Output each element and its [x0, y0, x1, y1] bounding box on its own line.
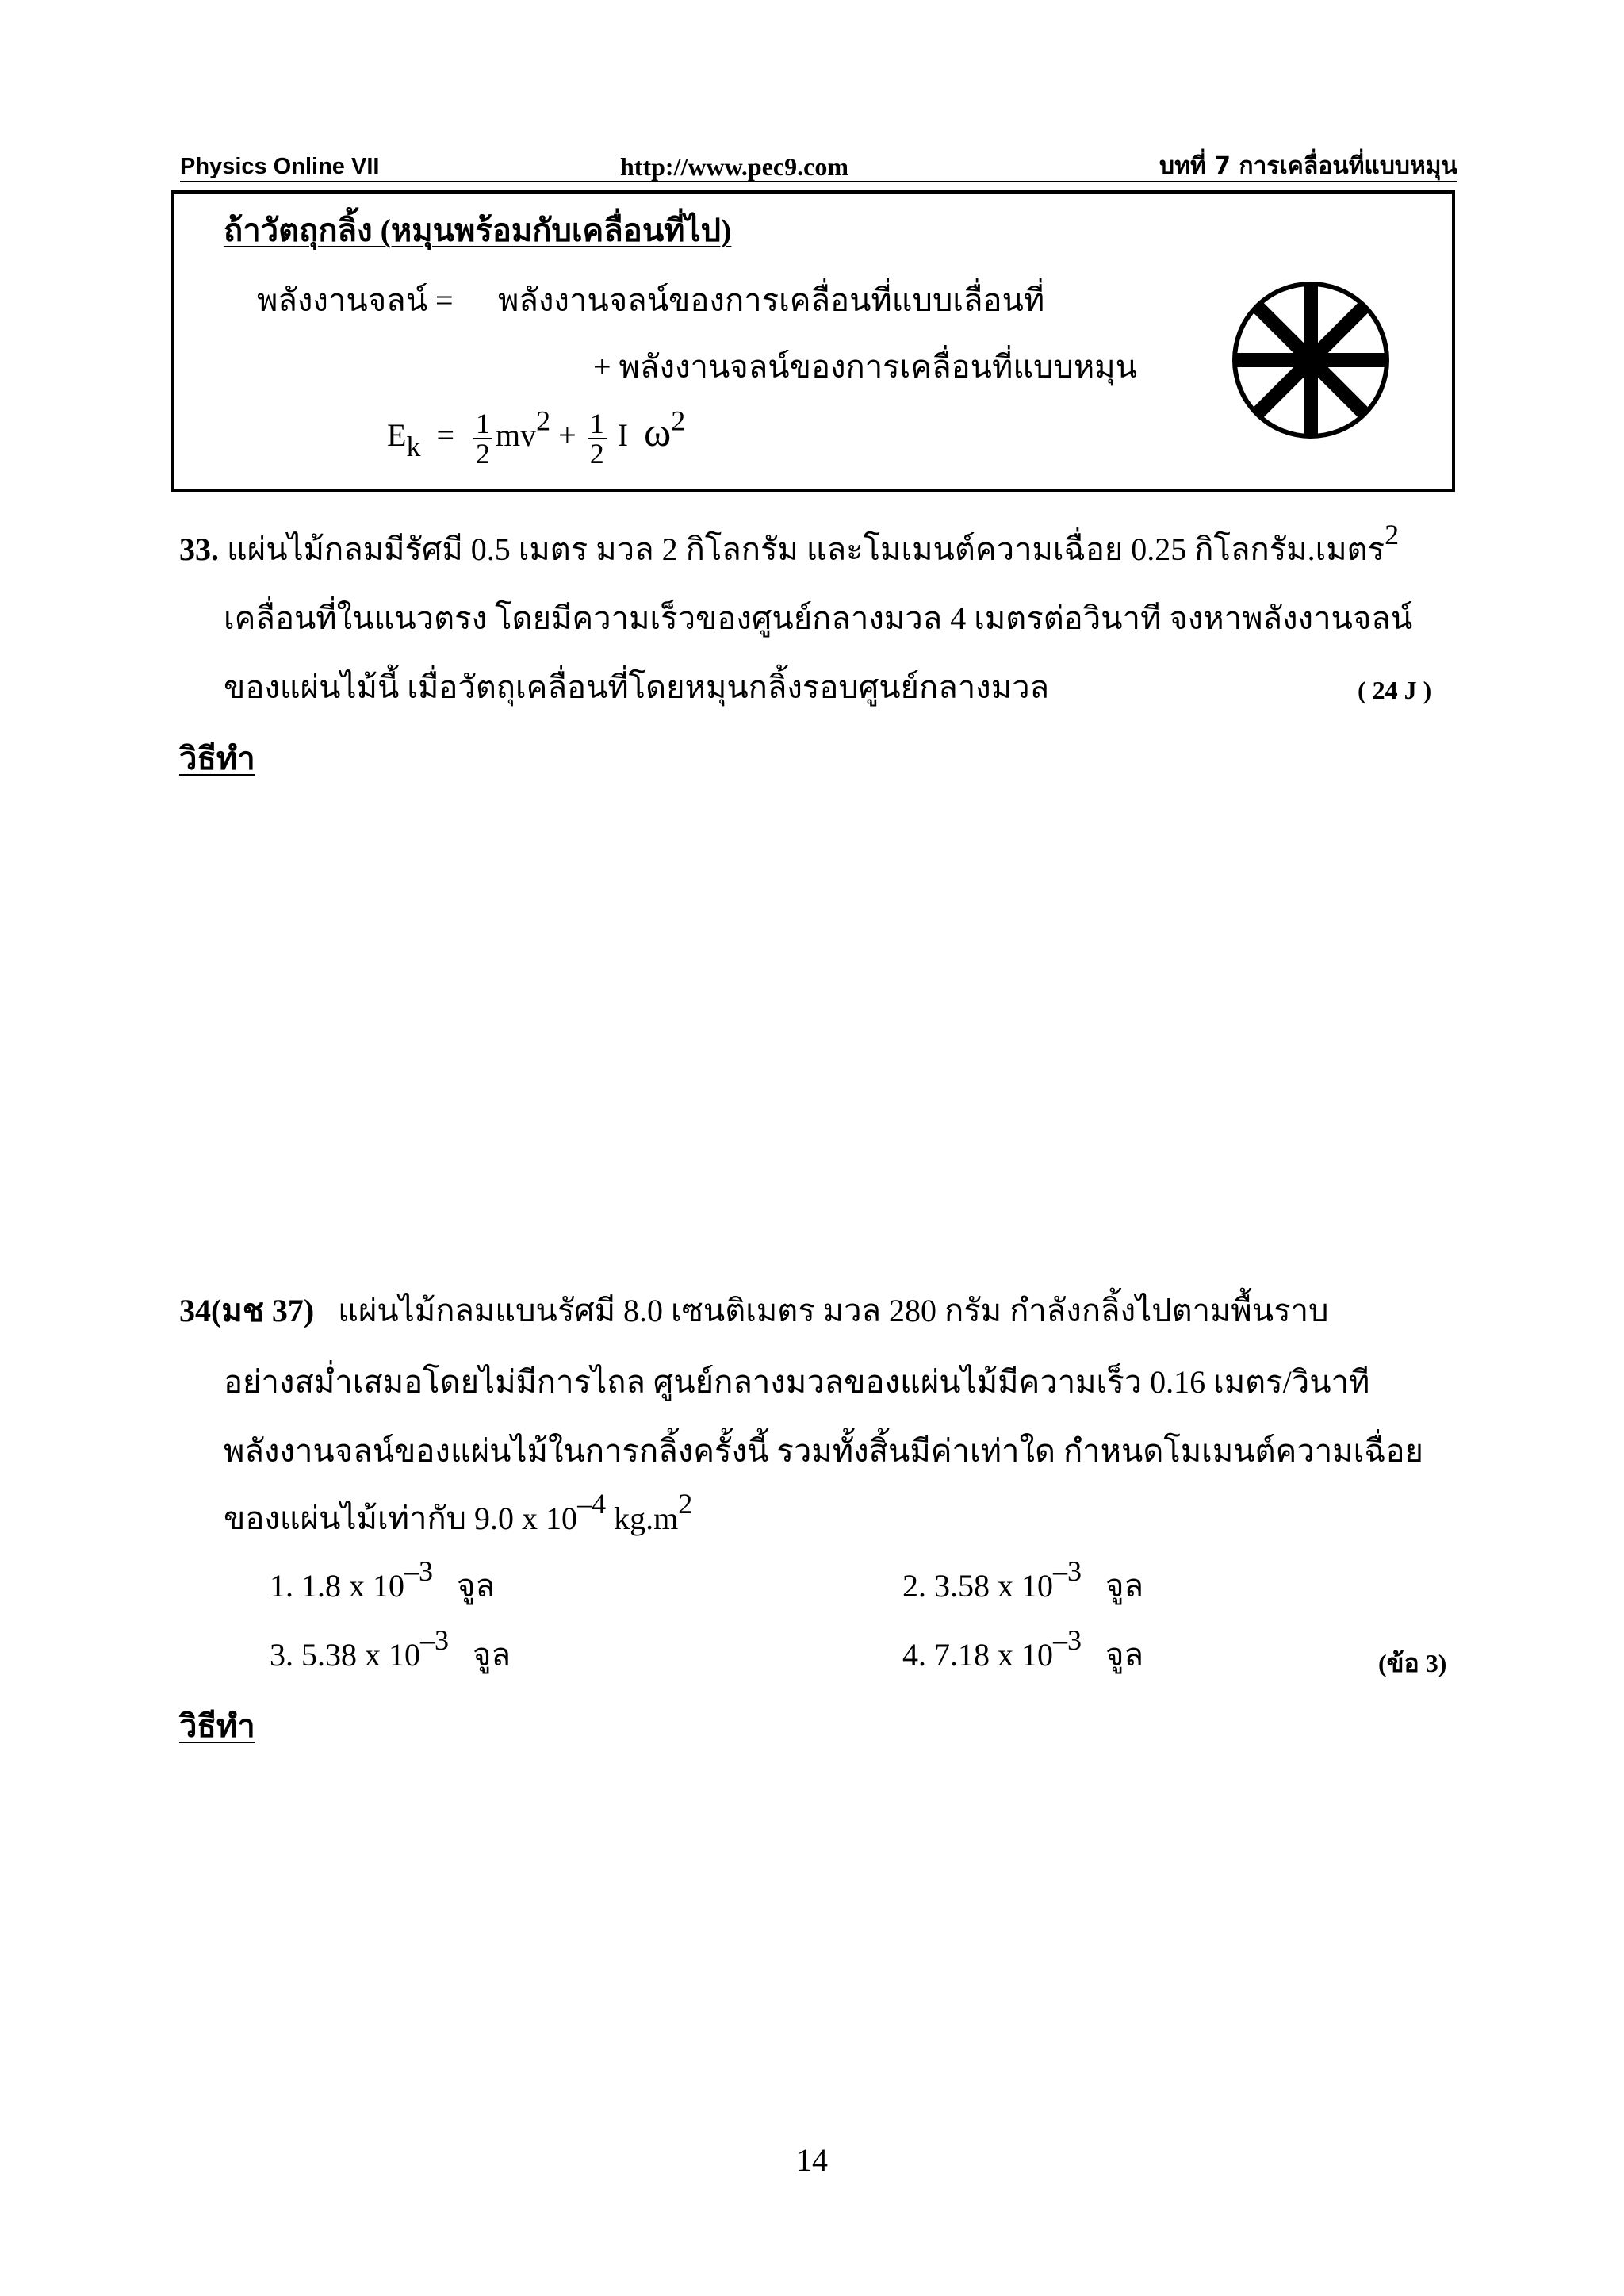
q33-method-label: วิธีทำ — [179, 741, 255, 776]
choice-2[interactable]: 2. 3.58 x $10^{-3}$ จูล — [902, 1555, 1143, 1604]
kinetic-energy-formula — [387, 404, 686, 470]
formula-lhs-sub: k — [406, 430, 421, 462]
fraction-half-1: $\frac{1}{2}$ — [473, 409, 492, 468]
formula-omega: ω — [644, 410, 672, 456]
q34-text1: แผ่นไม้กลมแบนรัศมี 8.0 เซนติเมตร มวล 280 กรัม กำลังกลิ้งไปตามพื้นราบ — [338, 1293, 1329, 1328]
formula-inertia: I — [617, 417, 629, 454]
formula-box — [171, 190, 1455, 492]
q34-answer: (ข้อ 3) — [1378, 1649, 1447, 1677]
page-number: 14 — [796, 2142, 828, 2178]
q33-answer: ( 24 J ) — [1358, 676, 1432, 704]
q33-line1 — [179, 519, 1400, 569]
formula-lhs: E — [387, 417, 407, 454]
q33-number: 33. — [179, 531, 219, 567]
q34-number: 34(มช 37) — [179, 1293, 315, 1328]
header-chapter: บทที่ 7 การเคลื่อนที่แบบหมุน — [1159, 152, 1457, 180]
q34-line2: อย่างสม่ำเสมอโดยไม่มีการไถล ศูนย์กลางมวลของแผ่นไม้มีความเร็ว 0.16 เมตร/วินาที — [224, 1364, 1370, 1400]
wheel-icon — [1228, 277, 1394, 443]
header-left: Physics Online VII — [180, 154, 380, 179]
header-rule — [180, 181, 1457, 182]
q33-text1-sup: 2 — [1385, 519, 1400, 551]
fraction-half-2: $\frac{1}{2}$ — [588, 409, 607, 468]
choice-4[interactable]: 4. 7.18 x $10^{-3}$ จูล — [902, 1624, 1143, 1673]
q33-text1: แผ่นไม้กลมมีรัศมี 0.5 เมตร มวล 2 กิโลกรัม และโมเมนต์ความเฉื่อย 0.25 กิโลกรัม.เมตร — [227, 531, 1385, 567]
formula-term1-sup: 2 — [536, 404, 551, 437]
choice-3[interactable]: 3. 5.38 x $10^{-3}$ จูล — [270, 1624, 511, 1673]
box-line1-right: พลังงานจลน์ของการเคลื่อนที่แบบเลื่อนที่ — [498, 282, 1045, 318]
q34-line3: พลังงานจลน์ของแผ่นไม้ในการกลิ้งครั้งนี้ รวมทั้งสิ้นมีค่าเท่าใด กำหนดโมเมนต์ความเฉื่อย — [224, 1433, 1423, 1469]
q34-line1 — [179, 1291, 1328, 1331]
formula-omega-sup: 2 — [671, 404, 686, 437]
box-line1-left: พลังงานจลน์ = — [257, 282, 454, 318]
formula-eq: = — [436, 417, 454, 454]
choice-1[interactable]: 1. 1.8 x $10^{-3}$ จูล — [270, 1555, 495, 1604]
q34-method-label: วิธีทำ — [179, 1708, 255, 1744]
box-title: ถ้าวัตถุกลิ้ง (หมุนพร้อมกับเคลื่อนที่ไป) — [224, 213, 732, 248]
header-url[interactable]: http://www.pec9.com — [620, 152, 848, 181]
q33-line3: ของแผ่นไม้นี้ เมื่อวัตถุเคลื่อนที่โดยหมุนกลิ้งรอบศูนย์กลางมวล — [224, 669, 1050, 705]
q33-line2: เคลื่อนที่ในแนวตรง โดยมีความเร็วของศูนย์กลางมวล 4 เมตรต่อวินาที จงหาพลังงานจลน์ — [224, 600, 1413, 636]
box-line2: + พลังงานจลน์ของการเคลื่อนที่แบบหมุน — [593, 349, 1137, 385]
formula-term1: mv — [496, 417, 537, 454]
q34-line4: ของแผ่นไม้เท่ากับ 9.0 x $10^{-4}$ $kg.m^2$ — [224, 1488, 693, 1536]
formula-plus: + — [558, 417, 576, 454]
